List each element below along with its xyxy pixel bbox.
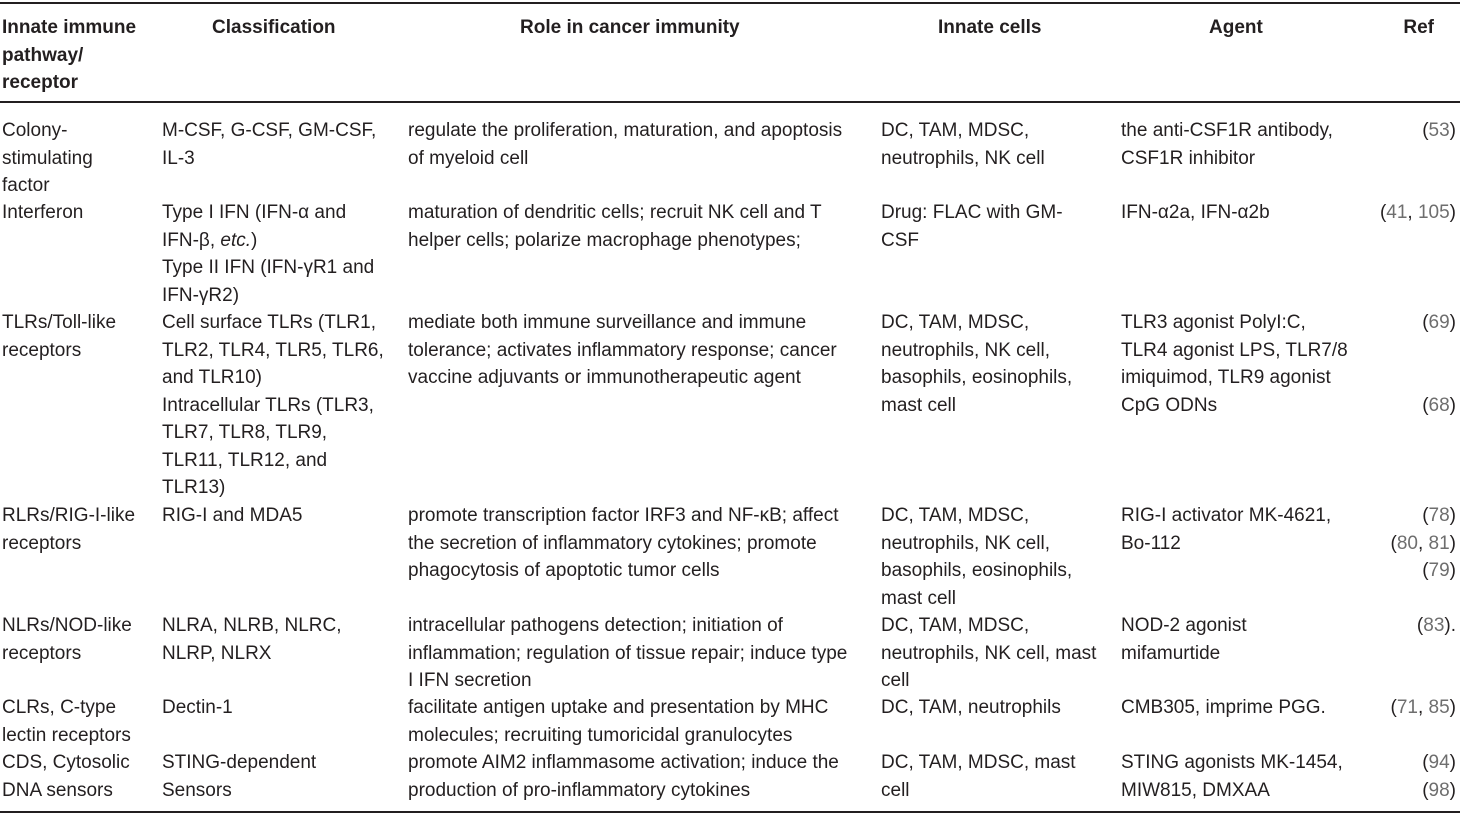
header-innate-cells: Innate cells: [938, 17, 1042, 38]
cell-innate-cells: [881, 309, 1072, 419]
cell-line: TLRs/Toll-like: [2, 312, 117, 333]
reference-link[interactable]: 68: [1428, 394, 1450, 416]
cell-ref: [1422, 309, 1456, 419]
cell-ref: [1422, 117, 1456, 145]
reference-link[interactable]: 41: [1386, 202, 1408, 223]
cell-line: Drug: FLAC with GM-: [881, 202, 1063, 223]
cell-classification: [162, 199, 374, 309]
cell-pathway: [2, 694, 131, 749]
cell-line: molecules; recruiting tumoricidal granulocytes: [408, 724, 793, 746]
cell-line: receptors: [2, 339, 82, 361]
cell-line: CpG ODNs: [1121, 394, 1218, 416]
cell-line: production of pro-inflammatory cytokines: [408, 779, 751, 801]
cell-pathway: [2, 309, 116, 364]
table-header-rule: [0, 101, 1460, 103]
ref-line: (83).: [1416, 615, 1456, 636]
cell-pathway: [2, 199, 83, 227]
ref-line: (94): [1422, 752, 1456, 773]
header-classification: Classification: [212, 17, 336, 38]
cell-line: basophils, eosinophils,: [881, 560, 1073, 581]
cell-line: Colony-: [2, 120, 68, 141]
header-role: Role in cancer immunity: [520, 17, 740, 38]
cell-innate-cells: [881, 502, 1072, 612]
reference-link[interactable]: 94: [1428, 752, 1450, 773]
cell-line: TLR4 agonist LPS, TLR7/8: [1121, 339, 1348, 361]
cell-line: Sensors: [162, 779, 232, 801]
cell-line: STING agonists MK-1454,: [1121, 752, 1343, 773]
cell-ref: [1417, 612, 1456, 640]
cell-agent: [1121, 502, 1331, 557]
cell-line: regulate the proliferation, maturation, and apoptosis: [408, 120, 843, 141]
cell-line: CLRs, C-type: [2, 697, 117, 718]
reference-link[interactable]: 81: [1428, 532, 1450, 554]
cell-line: TLR7, TLR8, TLR9,: [162, 422, 328, 443]
cell-agent: [1121, 117, 1333, 172]
cell-line: Cell surface TLRs (TLR1,: [162, 312, 376, 333]
cell-line: and TLR10): [162, 367, 262, 388]
cell-pathway: [2, 612, 132, 667]
cell-line: stimulating: [2, 147, 93, 169]
cell-line: inflammation; regulation of tissue repair; induce type: [408, 642, 848, 664]
cell-innate-cells: [881, 749, 1076, 804]
cell-line: DC, TAM, neutrophils: [881, 697, 1061, 718]
ref-line: (69): [1422, 312, 1456, 333]
cell-line: NOD-2 agonist: [1121, 615, 1247, 636]
cell-role: [408, 749, 839, 804]
cell-agent: [1121, 309, 1348, 419]
cell-line: maturation of dendritic cells; recruit NK cell and T: [408, 202, 822, 223]
ref-line: [1422, 364, 1456, 392]
cell-ref: [1380, 199, 1456, 227]
cell-line: IFN-β, etc.): [162, 229, 258, 251]
cell-line: DNA sensors: [2, 779, 113, 801]
cell-innate-cells: [881, 694, 1061, 722]
cell-role: [408, 502, 839, 585]
cell-line: DC, TAM, MDSC,: [881, 505, 1030, 526]
cell-line: the anti-CSF1R antibody,: [1121, 120, 1333, 141]
reference-link[interactable]: 78: [1428, 505, 1450, 526]
cell-line: CSF: [881, 229, 919, 251]
cell-pathway: [2, 749, 130, 804]
cell-innate-cells: [881, 612, 1096, 695]
reference-link[interactable]: 71: [1396, 697, 1418, 718]
ref-line: (41, 105): [1379, 202, 1456, 223]
cell-line: MIW815, DMXAA: [1121, 779, 1270, 801]
cell-ref: [1391, 694, 1457, 722]
cell-pathway: [2, 502, 135, 557]
ref-line: (98): [1422, 779, 1456, 801]
cell-line: Type I IFN (IFN-α and: [162, 202, 347, 223]
ref-line: (53): [1422, 120, 1456, 141]
reference-link[interactable]: 85: [1428, 697, 1450, 718]
ref-line: (68): [1422, 394, 1456, 416]
cell-line: mast cell: [881, 587, 956, 609]
cell-line: facilitate antigen uptake and presentation by MHC: [408, 697, 829, 718]
cell-ref: [1422, 749, 1456, 804]
cell-innate-cells: [881, 117, 1045, 172]
cell-line: DC, TAM, MDSC,: [881, 120, 1030, 141]
cell-line: tolerance; activates inflammatory response; cancer: [408, 339, 837, 361]
cell-line: promote transcription factor IRF3 and NF-κB; affect: [408, 505, 839, 526]
cell-line: cell: [881, 670, 910, 691]
reference-link[interactable]: 83: [1423, 615, 1445, 636]
cell-line: basophils, eosinophils,: [881, 367, 1073, 388]
table-bottom-rule: [0, 811, 1460, 813]
cell-line: RLRs/RIG-I-like: [2, 505, 136, 526]
cell-line: promote AIM2 inflammasome activation; induce the: [408, 752, 839, 773]
cell-line: DC, TAM, MDSC,: [881, 615, 1030, 636]
cell-line: imiquimod, TLR9 agonist: [1121, 367, 1331, 388]
cell-line: I IFN secretion: [408, 670, 532, 691]
cell-classification: [162, 612, 342, 667]
ref-line: (80, 81): [1390, 532, 1456, 554]
cell-classification: [162, 117, 376, 172]
cell-line: neutrophils, NK cell: [881, 147, 1045, 169]
header-pathway: Innate immune pathway/ receptor: [2, 17, 137, 93]
cell-role: [408, 117, 842, 172]
cell-classification: [162, 502, 302, 530]
cell-line: cell: [881, 779, 910, 801]
cell-line: helper cells; polarize macrophage phenotypes;: [408, 229, 801, 251]
reference-link[interactable]: 69: [1428, 312, 1450, 333]
cell-line: CSF1R inhibitor: [1121, 147, 1256, 169]
cell-line: mediate both immune surveillance and immune: [408, 312, 807, 333]
cell-role: [408, 612, 847, 695]
cell-line: NLRs/NOD-like: [2, 615, 132, 636]
cell-classification: [162, 694, 233, 722]
cell-line: receptors: [2, 532, 82, 554]
cell-line: receptors: [2, 642, 82, 664]
cell-line: CDS, Cytosolic: [2, 752, 130, 773]
cell-line: the secretion of inflammatory cytokines; promote: [408, 532, 817, 554]
cell-line: Dectin-1: [162, 697, 233, 718]
cell-role: [408, 199, 822, 254]
cell-line: IFN-α2a, IFN-α2b: [1121, 202, 1270, 223]
ref-line: [1422, 337, 1456, 365]
reference-link[interactable]: 79: [1428, 560, 1450, 581]
cell-line: IL-3: [162, 147, 195, 169]
cell-ref: [1391, 502, 1457, 585]
cell-role: [408, 309, 837, 392]
cell-line: Intracellular TLRs (TLR3,: [162, 394, 374, 416]
cell-line: mast cell: [881, 394, 956, 416]
cell-classification: [162, 309, 384, 502]
cell-line: lectin receptors: [2, 724, 131, 746]
reference-link[interactable]: 98: [1428, 779, 1450, 801]
cell-classification: [162, 749, 316, 804]
cell-line: RIG-I activator MK-4621,: [1121, 505, 1332, 526]
cell-line: factor: [2, 175, 50, 196]
reference-link[interactable]: 105: [1417, 202, 1450, 223]
reference-link[interactable]: 53: [1428, 120, 1450, 141]
cell-agent: [1121, 694, 1326, 722]
header-ref: Ref: [1403, 17, 1434, 38]
cell-pathway: [2, 117, 93, 200]
cell-line: TLR11, TLR12, and: [162, 449, 328, 471]
cell-agent: [1121, 612, 1247, 667]
cell-agent: [1121, 199, 1270, 227]
cell-line: Type II IFN (IFN-γR1 and: [162, 257, 375, 278]
cell-line: neutrophils, NK cell,: [881, 339, 1050, 361]
cell-line: DC, TAM, MDSC,: [881, 312, 1030, 333]
cell-line: Interferon: [2, 202, 84, 223]
cell-line: M-CSF, G-CSF, GM-CSF,: [162, 120, 377, 141]
cell-line: vaccine adjuvants or immunotherapeutic agent: [408, 367, 801, 388]
reference-link[interactable]: 80: [1396, 532, 1418, 554]
cell-line: TLR13): [162, 477, 226, 498]
cell-agent: [1121, 749, 1343, 804]
cell-line: of myeloid cell: [408, 147, 529, 169]
cell-line: DC, TAM, MDSC, mast: [881, 752, 1076, 773]
cell-line: TLR3 agonist PolyI:C,: [1121, 312, 1306, 333]
cell-innate-cells: [881, 199, 1063, 254]
ref-line: (78): [1422, 505, 1456, 526]
cell-line: neutrophils, NK cell, mast: [881, 642, 1097, 664]
ref-line: (79): [1422, 560, 1456, 581]
cell-line: CMB305, imprime PGG.: [1121, 697, 1326, 718]
cell-line: NLRP, NLRX: [162, 642, 272, 664]
cell-line: RIG-I and MDA5: [162, 505, 303, 526]
cell-role: [408, 694, 828, 749]
cell-line: intracellular pathogens detection; initiation of: [408, 615, 783, 636]
cell-line: Bo-112: [1121, 532, 1181, 554]
cell-line: phagocytosis of apoptotic tumor cells: [408, 560, 720, 581]
cell-line: IFN-γR2): [162, 284, 240, 306]
cell-line: STING-dependent: [162, 752, 317, 773]
cell-line: TLR2, TLR4, TLR5, TLR6,: [162, 339, 384, 361]
header-agent: Agent: [1209, 17, 1263, 38]
cell-line: mifamurtide: [1121, 642, 1221, 664]
ref-line: (71, 85): [1390, 697, 1456, 718]
table-top-rule: [0, 2, 1460, 4]
cell-line: neutrophils, NK cell,: [881, 532, 1050, 554]
cell-line: NLRA, NLRB, NLRC,: [162, 615, 342, 636]
